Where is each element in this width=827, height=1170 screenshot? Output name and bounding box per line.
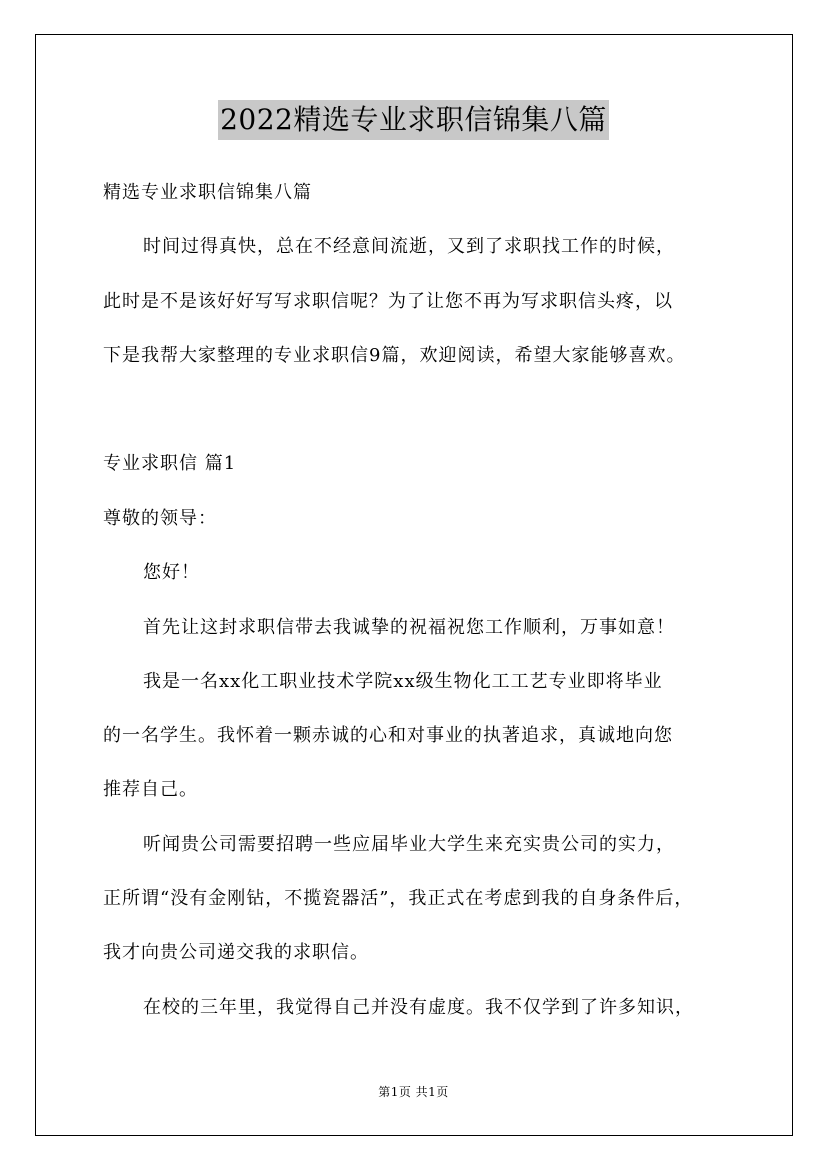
intro-line-3: 下是我帮大家整理的专业求职信9篇，欢迎阅读，希望大家能够喜欢。 (103, 345, 686, 366)
salutation: 尊敬的领导： (103, 508, 217, 529)
page-footer: 第1页 共1页 (378, 1085, 449, 1099)
paragraph-3-line-1: 听闻贵公司需要招聘一些应届毕业大学生来充实贵公司的实力， (143, 834, 675, 855)
paragraph-1: 首先让这封求职信带去我诚挚的祝福祝您工作顺利，万事如意！ (143, 617, 675, 638)
greeting: 您好！ (143, 562, 200, 583)
section-heading: 专业求职信 篇1 (103, 453, 237, 474)
paragraph-2-line-3: 推荐自己。 (103, 779, 198, 800)
paragraph-2-line-2: 的一名学生。我怀着一颗赤诚的心和对事业的执著追求，真诚地向您 (103, 725, 673, 746)
document-title-block (0, 100, 827, 140)
paragraph-2-line-1: 我是一名xx化工职业技术学院xx级生物化工工艺专业即将毕业 (143, 671, 663, 692)
document-title: 2022精选专业求职信锦集八篇 (218, 100, 609, 140)
intro-line-1: 时间过得真快，总在不经意间流逝，又到了求职找工作的时候， (143, 236, 675, 257)
paragraph-4-line-1: 在校的三年里，我觉得自己并没有虚度。我不仅学到了许多知识， (143, 997, 694, 1018)
intro-line-2: 此时是不是该好好写写求职信呢？为了让您不再为写求职信头疼，以 (103, 291, 673, 312)
document-subtitle: 精选专业求职信锦集八篇 (103, 182, 312, 203)
paragraph-3-line-2: 正所谓“没有金刚钻，不揽瓷器活”，我正式在考虑到我的自身条件后， (103, 888, 694, 909)
paragraph-3-line-3: 我才向贵公司递交我的求职信。 (103, 942, 369, 963)
